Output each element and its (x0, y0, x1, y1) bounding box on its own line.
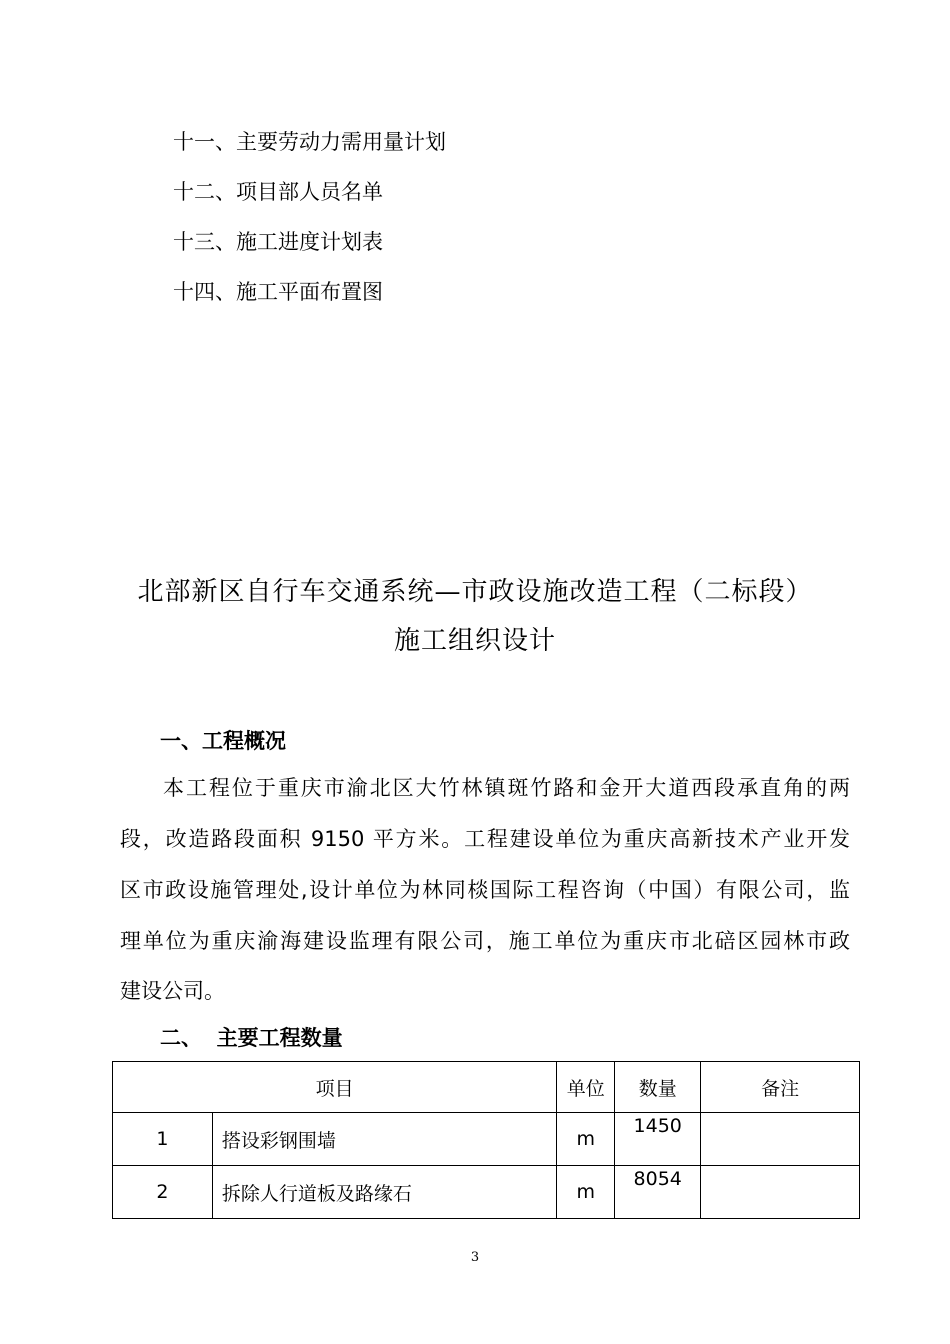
table-header-row (113, 1062, 860, 1113)
row-remarks (701, 1113, 860, 1166)
header-item: 项目 (113, 1062, 557, 1113)
quantities-table (112, 1061, 860, 1219)
row-quantity: 1450 (615, 1113, 701, 1166)
header-remarks: 备注 (701, 1062, 860, 1113)
row-unit: m (557, 1113, 615, 1166)
toc-item: 十一、主要劳动力需用量计划 (173, 130, 446, 154)
row-number: 2 (113, 1166, 213, 1219)
row-unit: m (557, 1166, 615, 1219)
row-item-name: 搭设彩钢围墙 (212, 1113, 556, 1166)
paragraph-line: 本工程位于重庆市渝北区大竹林镇斑竹路和金开大道西段承直角的两 (163, 776, 850, 800)
row-number: 1 (113, 1113, 213, 1166)
toc-item: 十四、施工平面布置图 (173, 280, 383, 304)
section-heading-overview: 一、工程概况 (160, 729, 286, 753)
table-row (113, 1166, 860, 1219)
section-heading-quantities: 二、 主要工程数量 (160, 1026, 343, 1050)
document-title-line-1: 北部新区自行车交通系统—市政设施改造工程（二标段） (137, 577, 813, 607)
row-quantity: 8054 (615, 1166, 701, 1219)
toc-item: 十二、项目部人员名单 (173, 180, 383, 204)
page-number: 3 (470, 1250, 480, 1265)
toc-item: 十三、施工进度计划表 (173, 230, 383, 254)
paragraph-line: 段，改造路段面积 9150 平方米。工程建设单位为重庆高新技术产业开发 (120, 827, 850, 851)
paragraph-line: 理单位为重庆渝海建设监理有限公司，施工单位为重庆市北碚区园林市政 (120, 929, 850, 953)
paragraph-line: 建设公司。 (120, 979, 225, 1003)
row-remarks (701, 1166, 860, 1219)
row-item-name: 拆除人行道板及路缘石 (212, 1166, 556, 1219)
table-row (113, 1113, 860, 1166)
header-quantity: 数量 (615, 1062, 701, 1113)
paragraph-line: 区市政设施管理处,设计单位为林同棪国际工程咨询（中国）有限公司，监 (120, 878, 850, 902)
document-title-line-2: 施工组织设计 (393, 626, 556, 656)
header-unit: 单位 (557, 1062, 615, 1113)
